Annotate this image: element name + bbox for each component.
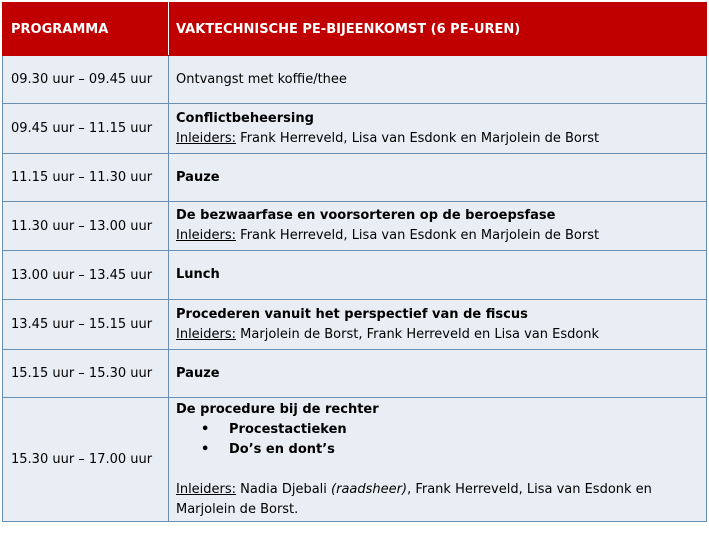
- session-speakers: [176, 480, 706, 500]
- row-session: [169, 104, 707, 154]
- speakers-names: Marjolein de Borst, Frank Herreveld en Lisa van Esdonk: [236, 326, 600, 342]
- topic-text: Procestactieken: [229, 421, 347, 437]
- table-row: [3, 56, 707, 104]
- speakers-prefix: Inleiders:: [176, 130, 237, 146]
- table-header-row: [3, 3, 707, 56]
- speakers-names: Frank Herreveld, Lisa van Esdonk en Marjolein de Borst: [236, 228, 600, 243]
- bullet-icon: •: [201, 441, 210, 457]
- list-item: [201, 420, 706, 440]
- session-speakers: [176, 226, 706, 246]
- table-row: [3, 251, 707, 300]
- session-title: Lunch: [176, 267, 220, 282]
- row-time: 15.30 uur – 17.00 uur: [3, 398, 169, 522]
- session-title: Pauze: [176, 169, 220, 185]
- row-session: [169, 202, 707, 251]
- session-speakers-line2: Marjolein de Borst.: [176, 501, 299, 517]
- topic-text: Do’s en dont’s: [229, 441, 335, 457]
- table-row: [3, 154, 707, 202]
- row-session: [169, 154, 707, 202]
- session-text: Ontvangst met koffie/thee: [176, 72, 347, 87]
- row-session: [169, 251, 707, 300]
- header-programma: PROGRAMMA: [3, 3, 169, 56]
- row-time: 11.15 uur – 11.30 uur: [3, 154, 169, 202]
- table-row: [3, 104, 707, 154]
- session-title: Pauze: [176, 365, 220, 381]
- speakers-names: Frank Herreveld, Lisa van Esdonk en Marjolein de Borst: [236, 130, 600, 146]
- row-session: [169, 350, 707, 398]
- speaker-role: (raadsheer): [331, 481, 408, 497]
- header-session-title: VAKTECHNISCHE PE-BIJEENKOMST (6 PE-UREN): [169, 3, 707, 56]
- row-time: 11.30 uur – 13.00 uur: [3, 202, 169, 251]
- speakers-prefix: Inleiders:: [176, 228, 237, 243]
- spacer: [176, 460, 706, 480]
- session-speakers: [176, 129, 706, 149]
- table-row: [3, 350, 707, 398]
- row-time: 09.30 uur – 09.45 uur: [3, 56, 169, 104]
- speakers-names: Nadia Djebali: [236, 481, 332, 497]
- session-title: De bezwaarfase en voorsorteren op de beroepsfase: [176, 208, 556, 223]
- row-time: 13.00 uur – 13.45 uur: [3, 251, 169, 300]
- row-time: 13.45 uur – 15.15 uur: [3, 300, 169, 350]
- row-time: 09.45 uur – 11.15 uur: [3, 104, 169, 154]
- list-item: [201, 440, 706, 460]
- table-row: [3, 202, 707, 251]
- speakers-prefix: Inleiders:: [176, 481, 237, 497]
- table-row: [3, 300, 707, 350]
- bullet-icon: •: [201, 421, 210, 437]
- speakers-prefix: Inleiders:: [176, 326, 237, 342]
- session-title: Conflictbeheersing: [176, 110, 314, 126]
- session-title: Procederen vanuit het perspectief van de fiscus: [176, 306, 528, 322]
- topic-list: [176, 420, 706, 460]
- row-session: [169, 300, 707, 350]
- speakers-names-continued: , Frank Herreveld, Lisa van Esdonk en: [407, 481, 652, 497]
- session-speakers: [176, 325, 706, 345]
- program-table: [2, 2, 707, 522]
- row-session: [169, 56, 707, 104]
- row-time: 15.15 uur – 15.30 uur: [3, 350, 169, 398]
- table-row: [3, 398, 707, 522]
- session-title: De procedure bij de rechter: [176, 401, 379, 417]
- row-session: [169, 398, 707, 522]
